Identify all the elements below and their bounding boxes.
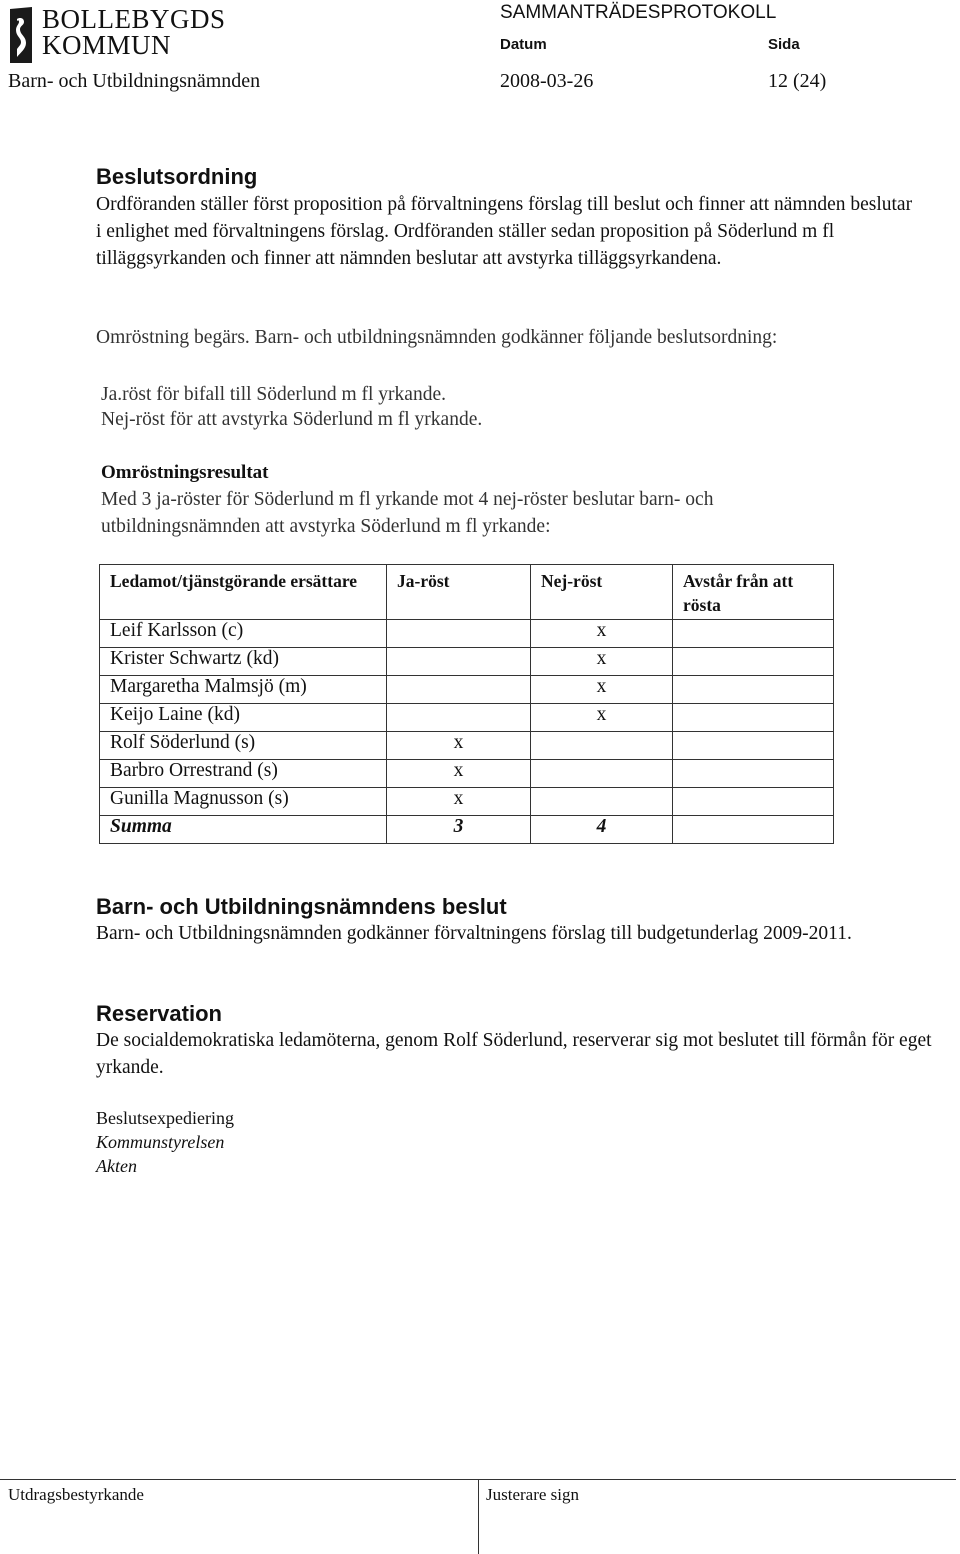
header-nej: Nej-röst bbox=[531, 565, 673, 620]
sum-label: Summa bbox=[100, 816, 387, 844]
member-name: Keijo Laine (kd) bbox=[100, 704, 387, 732]
brand-line-2: KOMMUN bbox=[42, 30, 172, 60]
nej-mark bbox=[531, 760, 673, 788]
date-label: Datum bbox=[500, 36, 547, 53]
avstar-mark bbox=[673, 732, 834, 760]
member-name: Krister Schwartz (kd) bbox=[100, 648, 387, 676]
nej-vote-definition: Nej-röst för att avstyrka Söderlund m fl yrkande. bbox=[101, 409, 483, 430]
vote-table bbox=[99, 564, 834, 844]
sum-row bbox=[100, 816, 834, 844]
sum-ja: 3 bbox=[387, 816, 531, 844]
distribution-recipient: Kommunstyrelsen bbox=[96, 1132, 225, 1152]
member-name: Leif Karlsson (c) bbox=[100, 620, 387, 648]
avstar-mark bbox=[673, 620, 834, 648]
member-name: Rolf Söderlund (s) bbox=[100, 732, 387, 760]
ja-mark: x bbox=[387, 732, 531, 760]
ja-vote-definition: Ja.röst för bifall till Söderlund m fl yrkande. bbox=[101, 384, 446, 405]
table-row bbox=[100, 648, 834, 676]
beslutsordning-heading: Beslutsordning bbox=[96, 164, 258, 189]
avstar-mark bbox=[673, 788, 834, 816]
distribution-label: Beslutsexpediering bbox=[96, 1108, 234, 1128]
nej-mark bbox=[531, 732, 673, 760]
page-label: Sida bbox=[768, 36, 800, 53]
vote-result-heading: Omröstningsresultat bbox=[101, 462, 269, 483]
avstar-mark bbox=[673, 676, 834, 704]
member-name: Barbro Orrestrand (s) bbox=[100, 760, 387, 788]
header-avstar: Avstår från att rösta bbox=[673, 565, 834, 620]
municipality-logo-icon bbox=[8, 5, 34, 65]
vote-table-header bbox=[100, 565, 834, 620]
table-row bbox=[100, 760, 834, 788]
table-row bbox=[100, 620, 834, 648]
document-type: SAMMANTRÄDESPROTOKOLL bbox=[500, 2, 777, 23]
ja-mark bbox=[387, 648, 531, 676]
avstar-mark bbox=[673, 648, 834, 676]
table-row bbox=[100, 676, 834, 704]
member-name: Gunilla Magnusson (s) bbox=[100, 788, 387, 816]
header-member: Ledamot/tjänstgörande ersättare bbox=[100, 565, 387, 620]
page-number: 12 (24) bbox=[768, 70, 827, 92]
brand-line-1: BOLLEBYGDS bbox=[42, 4, 226, 34]
sum-nej: 4 bbox=[531, 816, 673, 844]
nej-mark bbox=[531, 788, 673, 816]
ja-mark bbox=[387, 620, 531, 648]
decision-heading: Barn- och Utbildningsnämndens beslut bbox=[96, 894, 507, 919]
table-row bbox=[100, 704, 834, 732]
reservation-text: De socialdemokratiska ledamöterna, genom Rolf Söderlund, reserverar sig mot beslutet till förmån för eget yrkande. bbox=[96, 1030, 932, 1078]
sum-avstar bbox=[673, 816, 834, 844]
table-row bbox=[100, 732, 834, 760]
meeting-date: 2008-03-26 bbox=[500, 70, 594, 92]
ja-mark: x bbox=[387, 788, 531, 816]
committee-name: Barn- och Utbildningsnämnden bbox=[8, 70, 261, 92]
certification-label: Utdragsbestyrkande bbox=[8, 1485, 144, 1504]
footer-column-divider bbox=[478, 1479, 479, 1554]
decision-text: Barn- och Utbildningsnämnden godkänner förvaltningens förslag till budgetunderlag 2009-2011. bbox=[96, 923, 852, 944]
nej-mark: x bbox=[531, 676, 673, 704]
beslutsordning-text: Ordföranden ställer först proposition på förvaltningens förslag till beslut och finner att nämnden beslutar i enlighet med förvaltningens förslag. Ordföranden ställer sedan proposition på Söderlund m fl tilläggsyrkanden och finner att nämnden beslutar att avstyrka tilläggsyrkandena. bbox=[96, 194, 913, 269]
adjuster-signature-label: Justerare sign bbox=[486, 1485, 580, 1504]
avstar-mark bbox=[673, 704, 834, 732]
ja-mark bbox=[387, 704, 531, 732]
nej-mark: x bbox=[531, 620, 673, 648]
reservation-heading: Reservation bbox=[96, 1001, 222, 1026]
ja-mark: x bbox=[387, 760, 531, 788]
nej-mark: x bbox=[531, 704, 673, 732]
avstar-mark bbox=[673, 760, 834, 788]
vote-request-text: Omröstning begärs. Barn- och utbildningsnämnden godkänner följande beslutsordning: bbox=[96, 327, 778, 348]
nej-mark: x bbox=[531, 648, 673, 676]
municipality-name bbox=[42, 6, 226, 58]
header-ja: Ja-röst bbox=[387, 565, 531, 620]
distribution-recipient: Akten bbox=[96, 1156, 137, 1176]
vote-result-text: Med 3 ja-röster för Söderlund m fl yrkande mot 4 nej-röster beslutar barn- och utbildningsnämnden att avstyrka Söderlund m fl yrkande: bbox=[101, 489, 714, 537]
ja-mark bbox=[387, 676, 531, 704]
member-name: Margaretha Malmsjö (m) bbox=[100, 676, 387, 704]
table-row bbox=[100, 788, 834, 816]
